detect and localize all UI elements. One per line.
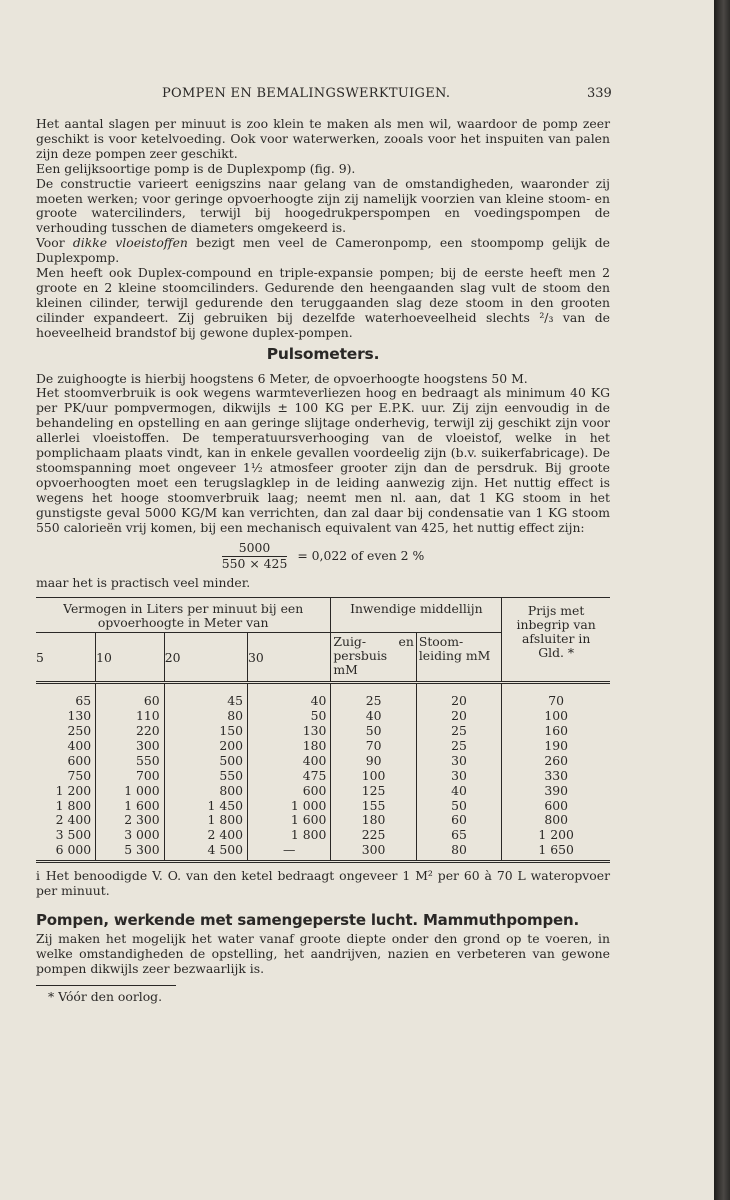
table-cell: 20 [416,683,501,709]
table-cell: 80 [416,843,501,860]
table-cell: 20 [416,709,501,724]
table-cell: 155 [331,799,416,814]
table-cell: 30 [416,769,501,784]
section-heading-mammut: Pompen, werkende met samengeperste lucht. Mammuthpompen. [36,910,579,929]
footnote-rule [36,985,176,986]
table-cell: 400 [67,737,92,753]
formula-numerator: 5000 [222,541,288,557]
table-cell: 600 [67,752,92,768]
table-row [36,724,610,739]
table-cell: 600 [502,799,610,814]
table-row [36,799,610,814]
footnote: * Vóór den oorlog. [48,988,163,1004]
table-cell: 400 [248,754,331,769]
table-cell: 65 [75,693,92,709]
table-row [36,709,610,724]
table-cell: 180 [248,739,331,754]
table-row [36,784,610,799]
table-cell: 220 [96,724,165,739]
table-note: ⅰ Het benoodigde V. O. van den ketel bedraagt ongeveer 1 M² per 60 à 70 L wateropvoer per minuut. [36,868,610,899]
table-cell: 260 [502,754,610,769]
table-cell: 5 300 [96,843,165,860]
table-cell: 130 [248,724,331,739]
table-cell: 800 [502,813,610,828]
col-header: 5 [36,650,44,666]
paragraph: Het aantal slagen per minuut is zoo klein te maken als men wil, waardoor de pomp zeer geschikt is voor ketelvoeding. Ook voor waterwerken, zooals voor het inspuiten van palen zijn deze pompen zeer geschikt. [36,116,610,161]
col-header: 20 [164,633,247,683]
pump-table [36,597,610,863]
formula-denominator: 550 × 425 [221,556,288,572]
table-row [36,754,610,769]
table-cell: 475 [248,769,331,784]
table-cell: 800 [164,784,247,799]
table-cell: 70 [502,683,610,709]
table-cell: 100 [502,709,610,724]
page-edge [714,0,730,1200]
table-cell: 1 600 [248,813,331,828]
table-cell: 130 [67,708,92,724]
table-header-diameter: Inwendige middellijn [331,598,502,633]
table-cell: 25 [416,739,501,754]
table-cell: 330 [502,769,610,784]
table-cell: 600 [248,784,331,799]
italic-term: dikke vloeistoffen [72,235,188,251]
table-cell: 300 [96,739,165,754]
table-cell: 550 [96,754,165,769]
table-cell: 3 500 [55,827,92,843]
col-header: Zuig- en persbuis mM [331,633,416,683]
col-header: Stoom-leiding mM [416,633,501,683]
table-cell: 6 000 [55,842,92,858]
table-cell: 60 [416,813,501,828]
paragraph-voor: Voor dikke vloeistoffen bezigt men veel de Cameronpomp, een stoompomp gelijk de Duplexpomp. [36,235,610,266]
table-cell: 45 [164,683,247,709]
table-cell: 1 800 [55,797,92,813]
paragraph: De constructie varieert eenigszins naar gelang van de omstandigheden, waaronder zij moeten werken; voor geringe opvoerhoogte zijn zij namelijk voorzien van kleine stoom- en groote watercilinders, terwijl bij hoogedrukperspompen en voedingspompen de verhouding tusschen de diameters omgekeerd is. [36,175,610,236]
table-cell: 2 400 [55,812,92,828]
table-cell: 50 [331,724,416,739]
table-cell: 50 [248,709,331,724]
table-cell: 2 300 [96,813,165,828]
table-cell: 25 [331,683,416,709]
table-cell: 160 [502,724,610,739]
table-row [36,813,610,828]
formula-result: = 0,022 of even 2 % [297,548,425,564]
table-cell: 3 000 [96,828,165,843]
table-row [36,843,610,860]
table-cell: 1 800 [164,813,247,828]
paragraph: Zij maken het mogelijk het water vanaf groote diepte onder den grond op te voeren, in welke omstandigheden de opstelling, het aandrijven, nazien en verbeteren van gewone pompen dikwijls zeer bezwaarlijk is. [36,930,610,976]
table-cell: 30 [416,754,501,769]
table-cell: 1 450 [164,799,247,814]
table-cell: 40 [416,784,501,799]
table-cell: 200 [164,739,247,754]
paragraph: De zuighoogte is hierbij hoogstens 6 Meter, de opvoerhoogte hoogstens 50 M. [36,370,528,386]
fraction: ²/₃ [539,309,554,325]
table-cell: 60 [96,683,165,709]
table-cell: 70 [331,739,416,754]
table-cell: 80 [164,709,247,724]
table-cell: 1 000 [248,799,331,814]
table-cell: 500 [164,754,247,769]
table-row [36,769,610,784]
table-cell: 40 [331,709,416,724]
paragraph: maar het is practisch veel minder. [36,575,251,591]
paragraph: Het stoomverbruik is ook wegens warmteverliezen hoog en bedraagt als minimum 40 KG per PK/uur pompvermogen, dikwijls ± 100 KG per E.P.K. uur. Zij zijn eenvoudig in de behandeling en opstelling en aan geringe slijtage onderhevig, terwijl zij geschikt zijn voor allerlei vloeistoffen. De temperatuursverhooging van de vloeistof, welke in het pomplichaam plaats vindt, kan in enkele gevallen voordeelig zijn (b.v. suikerfabricage). De stoomspanning moet ongeveer 1½ atmosfeer grooter zijn dan de persdruk. Bij groote opvoerhoogten moet een terugslagklep in de leiding aanwezig zijn. Het nuttig effect is wegens het hooge stoomverbruik laag; neemt men nl. aan, dat 1 KG stoom in het gunstigste geval 5000 KG/M kan verrichten, dan zal daar bij condensatie van 1 KG stoom 550 calorieën vrij komen, bij een mechanisch equivalent van 425, het nuttig effect zijn: [36,385,610,535]
table-cell: 1 650 [502,843,610,860]
table-row [36,828,610,843]
table-cell: 25 [416,724,501,739]
table-cell: 4 500 [164,843,247,860]
table-cell: 1 000 [96,784,165,799]
table-cell: 1 600 [96,799,165,814]
table-cell: 150 [164,724,247,739]
table-cell: 90 [331,754,416,769]
page-body [36,117,610,1005]
table-header-capacity: Vermogen in Liters per minuut bij een opvoerhoogte in Meter van [36,598,331,633]
table-cell: 300 [331,843,416,860]
section-heading-pulsometers: Pulsometers. [266,344,380,363]
col-header: 30 [248,633,331,683]
table-cell: 250 [67,723,92,738]
col-header: 10 [96,633,165,683]
paragraph: Een gelijksoortige pomp is de Duplexpomp (fig. 9). [36,160,356,176]
table-cell: 190 [502,739,610,754]
table-cell: 1 200 [502,828,610,843]
table-cell: 110 [96,709,165,724]
table-cell: 180 [331,813,416,828]
table-cell: 2 400 [164,828,247,843]
paragraph-duplex: Men heeft ook Duplex-compound en triple-expansie pompen; bij de eerste heeft men 2 groote en 2 kleine stoomcilinders. Gedurende den heengaanden slag vult de stoom den kleinen cilinder, terwijl gedurende den teruggaanden slag deze stoom in den grooten cilinder expandeert. Zij gebruiken bij dezelfde waterhoeveelheid slechts ²/₃ van de hoeveelheid brandstof bij gewone duplex-pompen. [36,265,610,340]
table-cell: 50 [416,799,501,814]
table-cell: 390 [502,784,610,799]
table-cell: — [248,843,331,860]
table-cell: 125 [331,784,416,799]
table-row [36,739,610,754]
table-cell: 1 800 [248,828,331,843]
table-cell: 100 [331,769,416,784]
table-cell: 700 [96,769,165,784]
table-cell: 550 [164,769,247,784]
header-title: POMPEN EN BEMALINGSWERKTUIGEN. [162,86,451,101]
page-number: 339 [587,86,612,101]
table-cell: 1 200 [55,782,92,798]
table-cell: 225 [331,828,416,843]
table-cell: 65 [416,828,501,843]
formula [36,541,610,572]
table-cell: 750 [67,767,92,783]
table-header-price: Prijs met inbegrip van afsluiter in Gld. * [502,598,610,683]
table-row [36,683,610,709]
table-cell: 40 [248,683,331,709]
